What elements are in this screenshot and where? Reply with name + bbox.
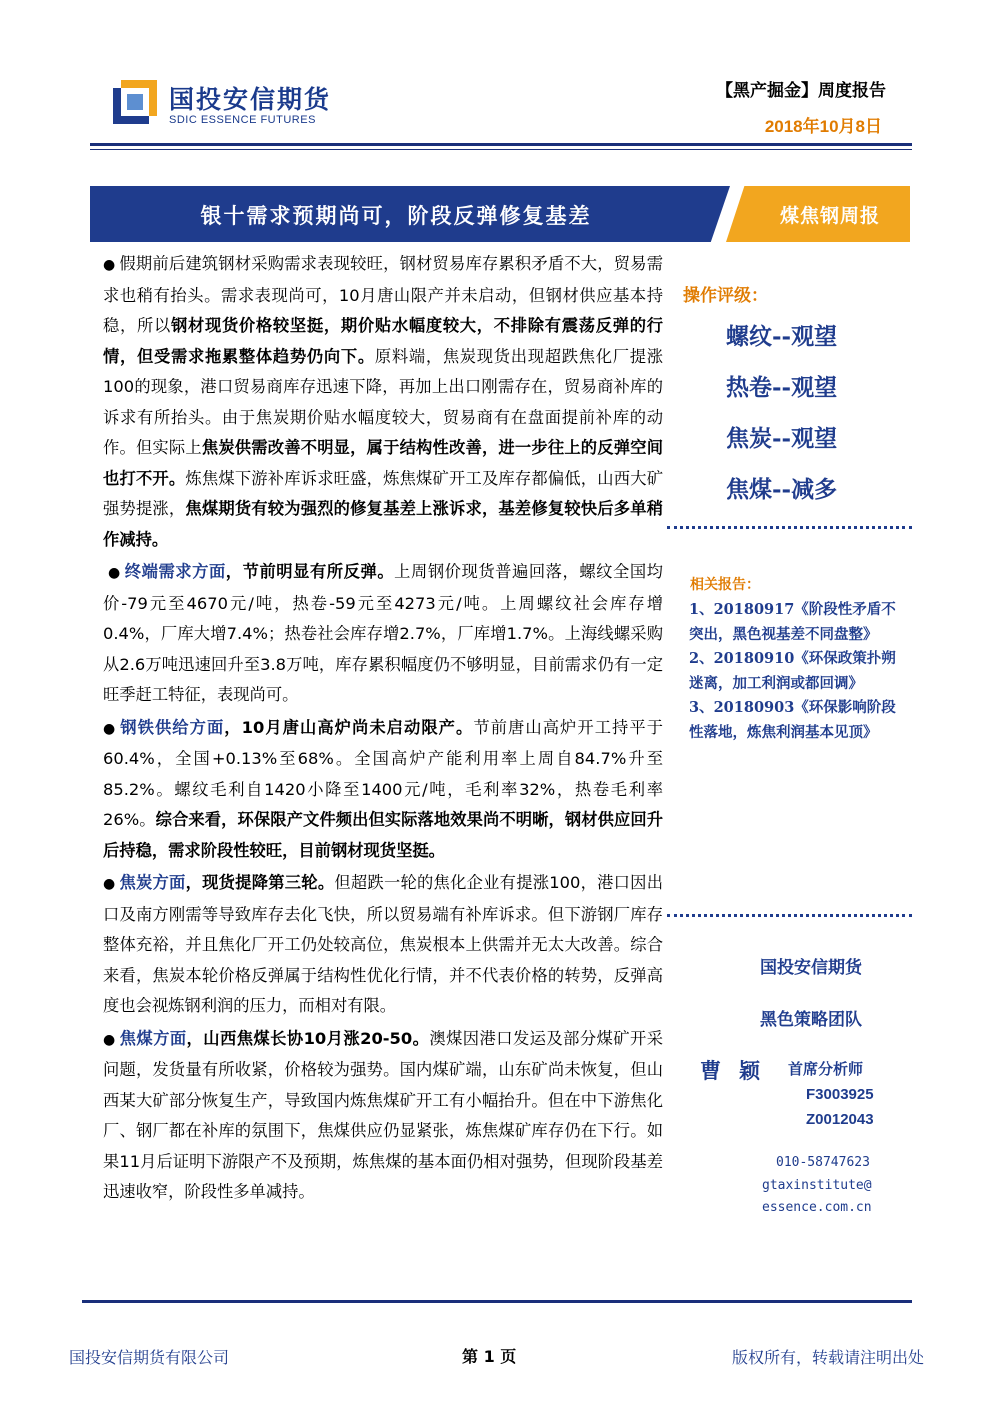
related-reports-title: 相关报告：	[690, 577, 760, 593]
bold-text: ，10月唐山高炉尚未启动限产。	[224, 717, 474, 737]
rating-label: 操作评级：	[683, 286, 768, 306]
section-heading: 终端需求方面	[124, 562, 226, 581]
bold-text: 焦炭供需改善不明显，属于结构性改善，进一步往上的反弹空间也打不开。	[103, 438, 663, 488]
section-heading: 钢铁供给方面	[120, 717, 225, 737]
sidebar-divider	[667, 526, 912, 529]
report-title: 银十需求预期尚可，阶段反弹修复基差	[200, 203, 592, 228]
related-report-link[interactable]: 3、20180903《环保影响阶段性落地，炼焦利润基本见顶》	[689, 699, 896, 741]
rating-item: 焦炭--观望	[726, 425, 838, 452]
license-number: Z0012043	[806, 1111, 874, 1128]
header-divider	[90, 143, 912, 146]
summary-paragraph	[103, 249, 663, 555]
main-content	[103, 249, 663, 1208]
bold-text: 焦煤期货有较为强烈的修复基差上涨诉求，基差修复较快后多单稍作减持。	[103, 499, 663, 549]
header-divider-thin	[90, 149, 912, 150]
bold-text: 综合来看，环保限产文件频出但实际落地效果尚不明晰，钢材供应回升后持稳，需求阶段性较旺，目前钢材现货坚挺。	[103, 810, 663, 860]
footer-divider	[82, 1300, 912, 1303]
report-type: 【黑产掘金】周度报告	[716, 81, 886, 101]
team-company: 国投安信期货	[760, 958, 862, 978]
text: 上周钢价现货普遍回落，螺纹全国均价-79元至4670元/吨，热卷-59元至4273元/吨。上周螺纹社会库存增0.4%，厂库大增7.4%；热卷社会库存增2.7%，厂库增1.7%。上海线螺采购从2.6万吨迅速回升至3.8万吨，库存累积幅度仍不够明显，目前需求仍有一定旺季赶工特征，表现尚可。	[103, 562, 663, 704]
logo-mark-icon	[113, 80, 157, 124]
contact-phone: 010-58747623	[776, 1155, 870, 1170]
section-heading: 焦煤方面	[119, 1028, 187, 1048]
related-report-link[interactable]: 2、20180910《环保政策扑朔迷离，加工利润或都回调》	[689, 650, 896, 692]
rating-item: 焦煤--减多	[726, 476, 838, 503]
sidebar-divider	[667, 914, 912, 917]
bold-text: ，山西焦煤长协10月涨20-50。	[186, 1028, 430, 1048]
bullet-icon: ●	[103, 565, 121, 581]
logo-text-en: SDIC ESSENCE FUTURES	[169, 114, 316, 126]
bold-text: 钢材现货价格较坚挺，期价贴水幅度较大，不排除有震荡反弹的行情，但受需求拖累整体趋势仍向下。	[103, 316, 663, 366]
section-heading: 焦炭方面	[119, 873, 186, 892]
rating-item: 热卷--观望	[726, 374, 838, 401]
text: 但超跌一轮的焦化企业有提涨100，港口因出口及南方刚需等导致库存去化飞快，所以贸易端有补库诉求。但下游钢厂库存整体充裕，并且焦化厂开工仍处较高位，焦炭根本上供需并无太大改善。综合来看，焦炭本轮价格反弹属于结构性优化行情，并不代表价格的转势，反弹高度也会视炼钢利润的压力，而相对有限。	[103, 873, 663, 1015]
footer-copyright: 版权所有，转载请注明出处	[731, 1348, 924, 1367]
text: 节前唐山高炉开工持平于60.4%，全国+0.13%至68%。全国高炉产能利用率上周自84.7%升至85.2%。螺纹毛利自1420小降至1400元/吨，毛利率32%，热卷毛利率26%。	[103, 717, 663, 829]
text: 原料端，焦炭现货出现超跌焦化厂提涨100的现象，港口贸易商库存迅速下降，再加上出口刚需存在，贸易商补库的诉求有所抬头。由于焦炭期价贴水幅度较大，贸易商有在盘面提前补库的动作。但实际上	[103, 346, 663, 457]
bullet-icon: ●	[103, 876, 116, 892]
contact-email[interactable]: gtaxinstitute@	[762, 1178, 872, 1193]
related-reports-list	[689, 598, 899, 745]
logo-text-cn: 国投安信期货	[169, 85, 332, 114]
license-number: F3003925	[806, 1086, 874, 1103]
footer-company: 国投安信期货有限公司	[69, 1348, 230, 1367]
company-logo	[113, 80, 332, 130]
coke-paragraph	[103, 868, 663, 1022]
report-series: 煤焦钢周报	[779, 205, 880, 227]
analyst-name: 曹颖	[700, 1058, 778, 1083]
text: 澳煤因港口发运及部分煤矿开采问题，发货量有所收紧，价格较为强势。国内煤矿端，山东矿尚未恢复，但山西某大矿部分恢复生产，导致国内炼焦煤矿开工有小幅抬升。但在中下游焦化厂、钢厂都在补库的氛围下，焦煤供应仍显紧张，炼焦煤矿库存仍在下行。如果11月后证明下游限产不及预期，炼焦煤的基本面仍相对强势，但现阶段基差迅速收窄，阶段性多单减持。	[103, 1028, 663, 1201]
analyst-title: 首席分析师	[788, 1060, 864, 1078]
coking-coal-paragraph	[103, 1024, 663, 1208]
bold-text: ，节前明显有所反弹。	[225, 562, 395, 581]
title-banner	[90, 186, 910, 242]
related-report-link[interactable]: 1、20180917《阶段性矛盾不突出，黑色视基差不同盘整》	[689, 601, 896, 643]
text: 假期前后建筑钢材采购需求表现较旺，钢材贸易库存累积矛盾不大，贸易需求也稍有抬头。需求表现尚可，10月唐山限产并未启动，但钢材供应基本持稳，所以	[103, 254, 663, 335]
demand-paragraph	[103, 557, 663, 711]
bullet-icon: ●	[103, 720, 117, 737]
bold-text: ，现货提降第三轮。	[185, 873, 335, 892]
report-date: 2018年10月8日	[764, 117, 882, 136]
text: 炼焦煤下游补库诉求旺盛，炼焦煤矿开工及库存都偏低，山西大矿强势提涨，	[103, 468, 663, 518]
rating-item: 螺纹--观望	[726, 323, 838, 350]
bullet-icon: ●	[103, 1031, 116, 1048]
supply-paragraph	[103, 713, 663, 867]
rating-list	[726, 318, 837, 522]
contact-email-domain[interactable]: essence.com.cn	[762, 1200, 872, 1215]
bullet-icon: ●	[103, 257, 116, 273]
page-number: 第 1 页	[462, 1347, 517, 1366]
team-name: 黑色策略团队	[760, 1010, 862, 1030]
